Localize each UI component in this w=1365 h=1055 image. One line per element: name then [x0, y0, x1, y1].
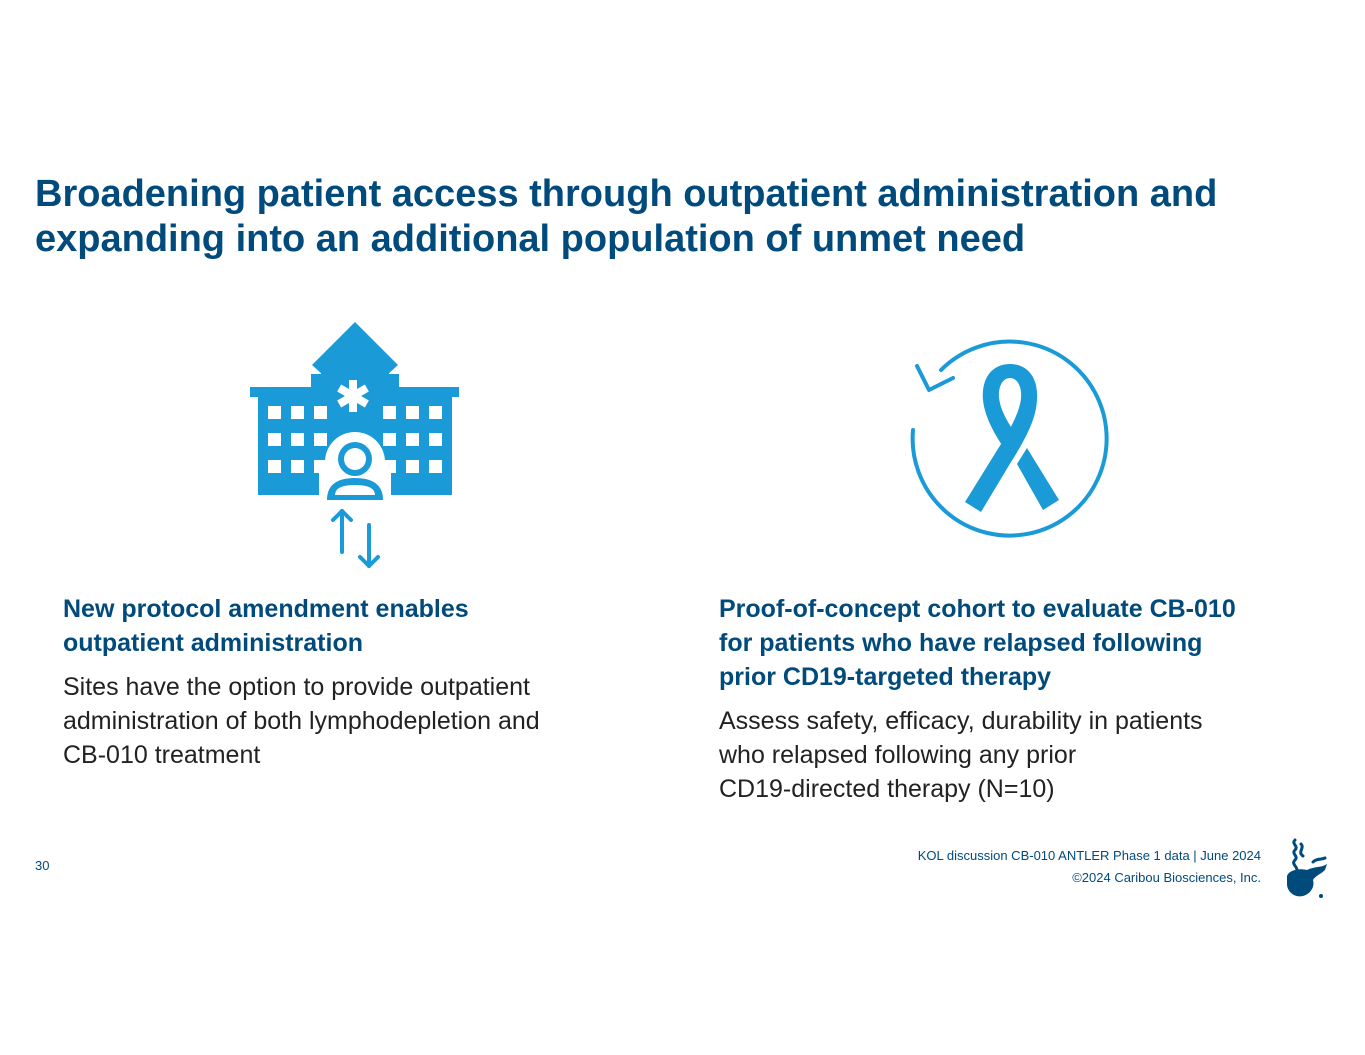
- left-heading-line-1: New protocol amendment enables: [63, 595, 469, 623]
- title-line-2: expanding into an additional population of unmet need: [35, 218, 1026, 260]
- right-heading-line-1: Proof-of-concept cohort to evaluate CB-010: [719, 595, 1236, 623]
- left-body-line-3: CB-010 treatment: [63, 741, 261, 769]
- cancer-ribbon-cycle-icon: [903, 332, 1118, 547]
- right-body-line-1: Assess safety, efficacy, durability in patients: [719, 707, 1203, 735]
- title-line-1: Broadening patient access through outpatient administration and: [35, 173, 1218, 215]
- slide-title: [35, 172, 1335, 262]
- right-body-line-2: who relapsed following any prior: [719, 741, 1077, 769]
- footer-event-text: KOL discussion CB-010 ANTLER Phase 1 data | June 2024: [917, 848, 1261, 863]
- hospital-patient-icon: [245, 320, 465, 575]
- left-body-line-1: Sites have the option to provide outpatient: [63, 673, 530, 701]
- right-body-line-3: CD19-directed therapy (N=10): [719, 775, 1055, 803]
- left-body-line-2: administration of both lymphodepletion and: [63, 707, 540, 735]
- right-heading-line-3: prior CD19-targeted therapy: [719, 663, 1052, 691]
- right-column-heading: [719, 592, 1339, 694]
- left-column-body: [63, 670, 663, 772]
- footer-copyright: ©2024 Caribou Biosciences, Inc.: [1072, 870, 1261, 885]
- page-number: 30: [35, 858, 50, 873]
- caribou-logo-icon: [1281, 836, 1331, 900]
- right-column-body: [719, 704, 1339, 806]
- left-heading-line-2: outpatient administration: [63, 629, 363, 657]
- left-column-heading: [63, 592, 663, 660]
- right-heading-line-2: for patients who have relapsed following: [719, 629, 1203, 657]
